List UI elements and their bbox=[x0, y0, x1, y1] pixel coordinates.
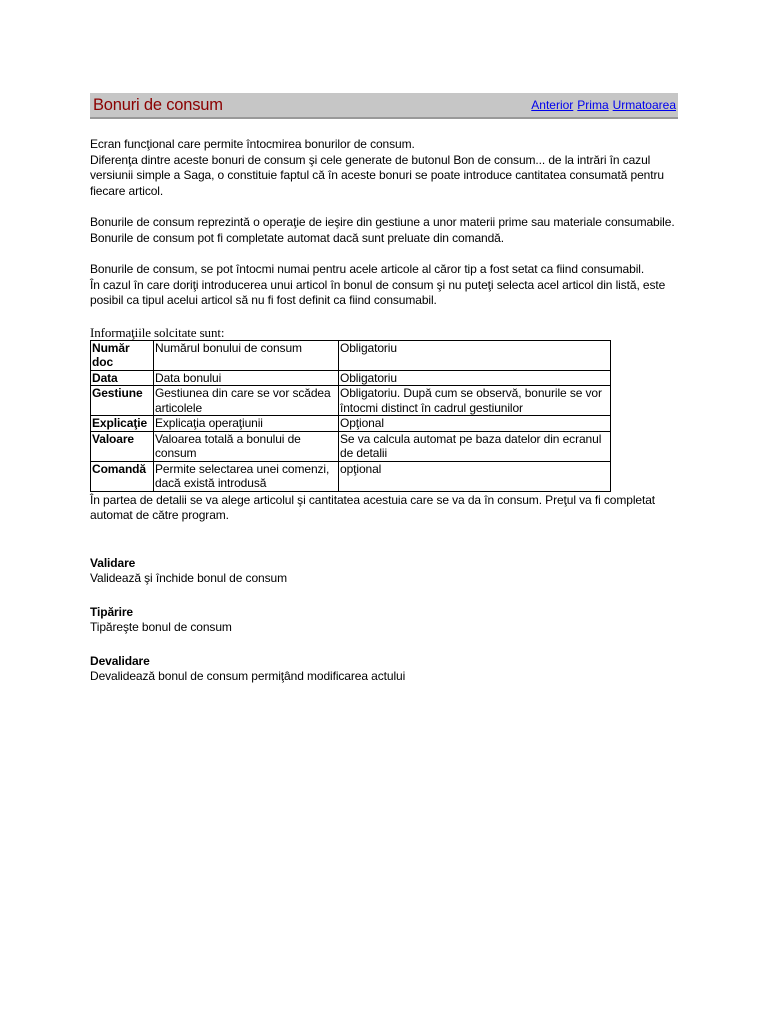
field-description: Explicaţia operaţiunii bbox=[154, 416, 339, 432]
section-validare bbox=[90, 556, 678, 587]
table-row bbox=[91, 416, 611, 432]
field-note: Se va calcula automat pe baza datelor din ecranul de detalii bbox=[339, 431, 611, 461]
intro-paragraph bbox=[90, 137, 678, 199]
page-content bbox=[90, 137, 678, 685]
field-name: Comandă bbox=[91, 461, 154, 491]
section-title: Devalidare bbox=[90, 653, 150, 668]
section-title: Validare bbox=[90, 555, 136, 570]
table-row bbox=[91, 386, 611, 416]
description-line: Bonurile de consum pot fi completate automat dacă sunt preluate din comandă. bbox=[90, 230, 504, 245]
field-description: Gestiunea din care se vor scădea articolele bbox=[154, 386, 339, 416]
fields-table bbox=[90, 340, 611, 492]
page-title: Bonuri de consum bbox=[93, 95, 223, 114]
table-row bbox=[91, 370, 611, 386]
details-paragraph: În partea de detalii se va alege articolul şi cantitatea acestuia care se va da în consum. Preţul va fi completat automat de către program. bbox=[90, 492, 656, 522]
field-description: Data bonului bbox=[154, 370, 339, 386]
field-name: Explicaţie bbox=[91, 416, 154, 432]
field-note: Obligatoriu. După cum se observă, bonurile se vor întocmi distinct în cadrul gestiunilor bbox=[339, 386, 611, 416]
consumable-paragraph bbox=[90, 262, 678, 309]
description-paragraph bbox=[90, 215, 678, 246]
consumable-line: În cazul în care doriţi introducerea unui articol în bonul de consum şi nu puteţi selecta acel articol din listă, este posibil ca tipul acelui articol să nu fi fost definit ca fiind consumabil. bbox=[90, 277, 666, 307]
field-name: Număr doc bbox=[91, 340, 154, 370]
description-line: Bonurile de consum reprezintă o operaţie de ieşire din gestiune a unor materii prime sau materiale consumabile. bbox=[90, 215, 675, 229]
nav-link-prima[interactable]: Prima bbox=[577, 98, 609, 112]
intro-line: Diferenţa dintre aceste bonuri de consum şi cele generate de butonul Bon de consum... de la intrări în cazul versiunii simple a Saga, o constituie faptul că în aceste bonuri se poate introduce cantitatea consumată pentru fiecare articol. bbox=[90, 152, 664, 198]
field-name: Data bbox=[91, 370, 154, 386]
page-header bbox=[90, 93, 678, 119]
table-row bbox=[91, 431, 611, 461]
section-text: Devalidează bonul de consum permiţând modificarea actului bbox=[90, 669, 406, 683]
section-title: Tipărire bbox=[90, 604, 133, 619]
field-description: Permite selectarea unei comenzi, dacă există introdusă bbox=[154, 461, 339, 491]
field-note: Opţional bbox=[339, 416, 611, 432]
field-note: Obligatoriu bbox=[339, 370, 611, 386]
table-row bbox=[91, 340, 611, 370]
nav-link-urmatoarea[interactable]: Urmatoarea bbox=[612, 98, 676, 112]
section-tiparire bbox=[90, 605, 678, 636]
field-description: Valoarea totală a bonului de consum bbox=[154, 431, 339, 461]
section-text: Validează şi închide bonul de consum bbox=[90, 571, 287, 585]
table-row bbox=[91, 461, 611, 491]
field-note: Obligatoriu bbox=[339, 340, 611, 370]
page-nav bbox=[531, 98, 676, 112]
field-name: Valoare bbox=[91, 431, 154, 461]
field-description: Numărul bonului de consum bbox=[154, 340, 339, 370]
field-note: opţional bbox=[339, 461, 611, 491]
help-page bbox=[90, 93, 678, 685]
field-name: Gestiune bbox=[91, 386, 154, 416]
info-title: Informaţiile solcitate sunt: bbox=[90, 324, 225, 340]
nav-link-anterior[interactable]: Anterior bbox=[531, 98, 574, 112]
intro-line: Ecran funcţional care permite întocmirea bonurilor de consum. bbox=[90, 137, 415, 151]
section-devalidare bbox=[90, 654, 678, 685]
section-text: Tipăreşte bonul de consum bbox=[90, 620, 232, 634]
consumable-line: Bonurile de consum, se pot întocmi numai pentru acele articole al căror tip a fost setat ca fiind consumabil. bbox=[90, 262, 645, 276]
